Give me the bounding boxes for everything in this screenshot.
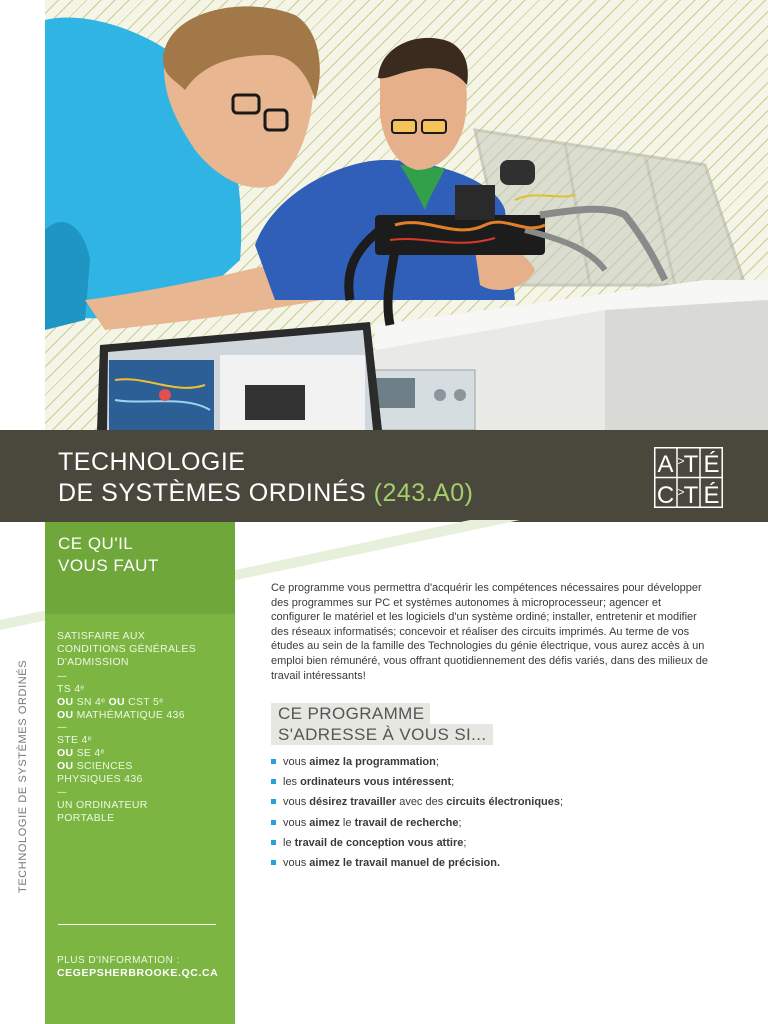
svg-text:T: T bbox=[683, 482, 699, 508]
program-code: (243.A0) bbox=[373, 479, 474, 507]
list-item: les ordinateurs vous intéressent; bbox=[270, 775, 563, 795]
sidebar-divider bbox=[58, 924, 216, 925]
bullet-icon bbox=[271, 820, 276, 825]
svg-text:É: É bbox=[703, 451, 720, 478]
svg-text:C: C bbox=[656, 482, 675, 508]
list-item: vous aimez la programmation; bbox=[270, 755, 563, 775]
requirement-general-admission: SATISFAIRE AUX CONDITIONS GÉNÉRALES D'ADMISSION bbox=[57, 630, 197, 668]
svg-text:>: > bbox=[677, 485, 685, 499]
program-title-line1: TECHNOLOGIE bbox=[58, 448, 246, 476]
hero-photo bbox=[45, 0, 768, 430]
requirement-laptop: UN ORDINATEUR PORTABLE bbox=[57, 799, 148, 824]
list-item: vous désirez travailler avec des circuits électroniques; bbox=[270, 795, 563, 815]
atecte-logo bbox=[654, 447, 723, 508]
svg-text:T: T bbox=[683, 451, 699, 478]
svg-text:>: > bbox=[677, 454, 685, 468]
requirements-heading: CE QU'IL VOUS FAUT bbox=[58, 534, 159, 575]
more-info-link[interactable]: CEGEPSHERBROOKE.QC.CA bbox=[57, 967, 219, 979]
separator-dash: — bbox=[57, 787, 67, 798]
bullet-icon bbox=[271, 799, 276, 804]
list-item: le travail de conception vous attire; bbox=[270, 836, 563, 856]
bullet-icon bbox=[271, 759, 276, 764]
requirement-math: TS 4ᵉ OU SN 4ᵉ OU CST 5ᵉ OU MATHÉMATIQUE 436 bbox=[57, 683, 185, 721]
separator-dash: — bbox=[57, 722, 67, 733]
bullet-icon bbox=[271, 860, 276, 865]
audience-list bbox=[270, 755, 563, 876]
program-title bbox=[58, 447, 474, 509]
svg-text:É: É bbox=[703, 482, 720, 508]
audience-heading: CE PROGRAMME S'ADRESSE À VOUS SI... bbox=[271, 703, 493, 745]
bullet-icon bbox=[271, 840, 276, 845]
students-robot-illustration bbox=[45, 0, 768, 430]
bullet-icon bbox=[271, 779, 276, 784]
svg-text:A: A bbox=[657, 451, 674, 478]
list-item: vous aimez le travail de recherche; bbox=[270, 816, 563, 836]
laptop bbox=[97, 322, 382, 430]
vertical-program-name: TECHNOLOGIE DE SYSTÈMES ORDINÉS bbox=[17, 659, 29, 893]
requirement-science: STE 4ᵉ OU SE 4ᵉ OU SCIENCES PHYSIQUES 436 bbox=[57, 734, 143, 785]
more-info-label: PLUS D'INFORMATION : bbox=[57, 955, 180, 966]
list-item: vous aimez le travail manuel de précision. bbox=[270, 856, 563, 876]
program-title-line2: DE SYSTÈMES ORDINÉS bbox=[58, 479, 367, 507]
program-description: Ce programme vous permettra d'acquérir les compétences nécessaires pour développer des programmes sur PC et systèmes autonomes à microprocesseur; agencer et configurer le matériel et les logiciels d'un système ordiné; installer, entretenir et modifier des réseaux informatisés; concevoir et réaliser des circuits imprimés. Au terme de vos études au sein de la famille des Technologies du génie électrique, vous aurez accès à un emploi bien rémunéré, vous offrant quotidiennement des défis variés, dans des milieux de travail intéressants! bbox=[271, 582, 708, 682]
separator-dash: — bbox=[57, 671, 67, 682]
